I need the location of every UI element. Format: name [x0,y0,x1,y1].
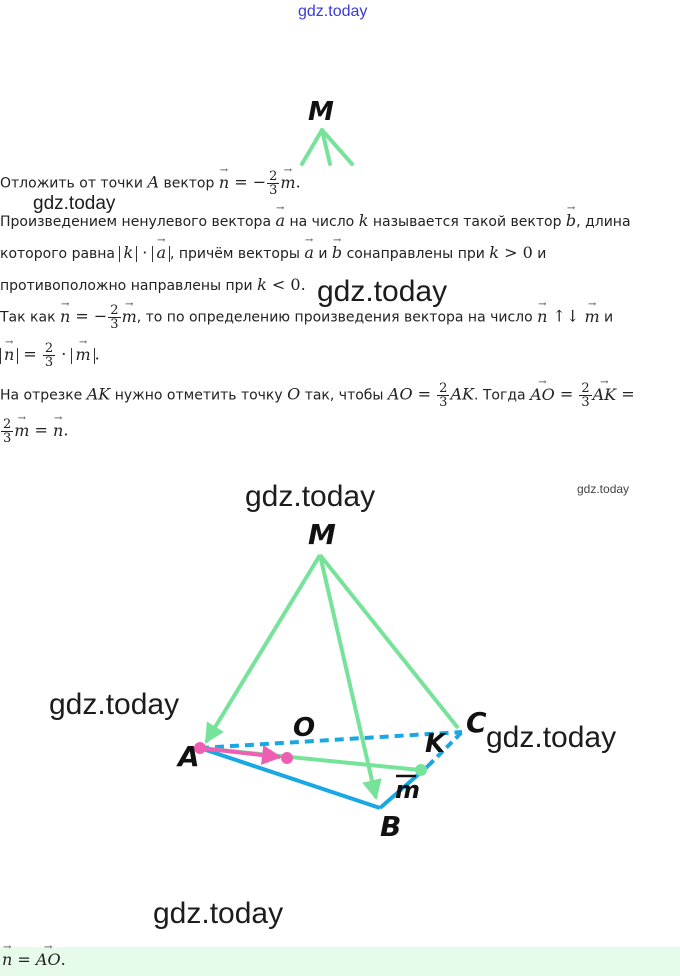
watermark: gdz.today [153,897,284,930]
watermark-top: gdz.today [298,3,368,20]
reasoning-text: → n = $\frac{2}{3}$ · → m . [0,342,676,369]
fraction-2-3: $\frac{2}{3}$ [269,169,278,198]
watermark: gdz.today [577,482,630,496]
label-m: M [308,97,334,127]
watermark: gdz.today [317,275,448,308]
point-k [415,764,427,776]
reasoning-text: На отрезке AK нужно отметить точку O так, чтобы AO = $\frac{2}{3}$ AK. Тогда → AO = $\frac{2}{3}$ → AK = [0,382,676,409]
edge-ac-hidden [200,732,462,748]
reasoning-text: $\frac{2}{3}$ → m = → n. [0,418,676,445]
label-k: K [425,729,446,759]
label-m: M [308,518,336,551]
reasoning-text: Так как → n = − $\frac{2}{3}$ → m, то по определению произведения вектора на число → n ↑↓ → m и [0,304,676,331]
definition-text: противоположно направлены при k < 0. [0,275,306,294]
task-text: Отложить от точки A вектор → n = − $\frac{2}{3}$ → m. [0,170,676,197]
point-o [281,752,293,764]
label-a: A [178,740,200,773]
label-vector-m: m [395,776,421,804]
watermark: gdz.today [49,688,180,721]
watermark: gdz.today [33,193,116,214]
label-c: C [466,706,487,739]
definition-text: которого равна k · → a , причём векторы → a и → b сонаправлены при k > 0 и [0,244,676,263]
label-b: B [380,810,402,843]
watermark: gdz.today [486,721,617,754]
figure-apex-m [290,92,370,172]
pyramid-figure [0,500,680,860]
definition-text: Произведением ненулевого вектора → a на число k называется такой вектор → b, длина [0,212,676,231]
watermark: gdz.today [245,480,376,513]
label-o: O [293,713,316,743]
answer-bar: → n = → AO. [0,947,680,976]
